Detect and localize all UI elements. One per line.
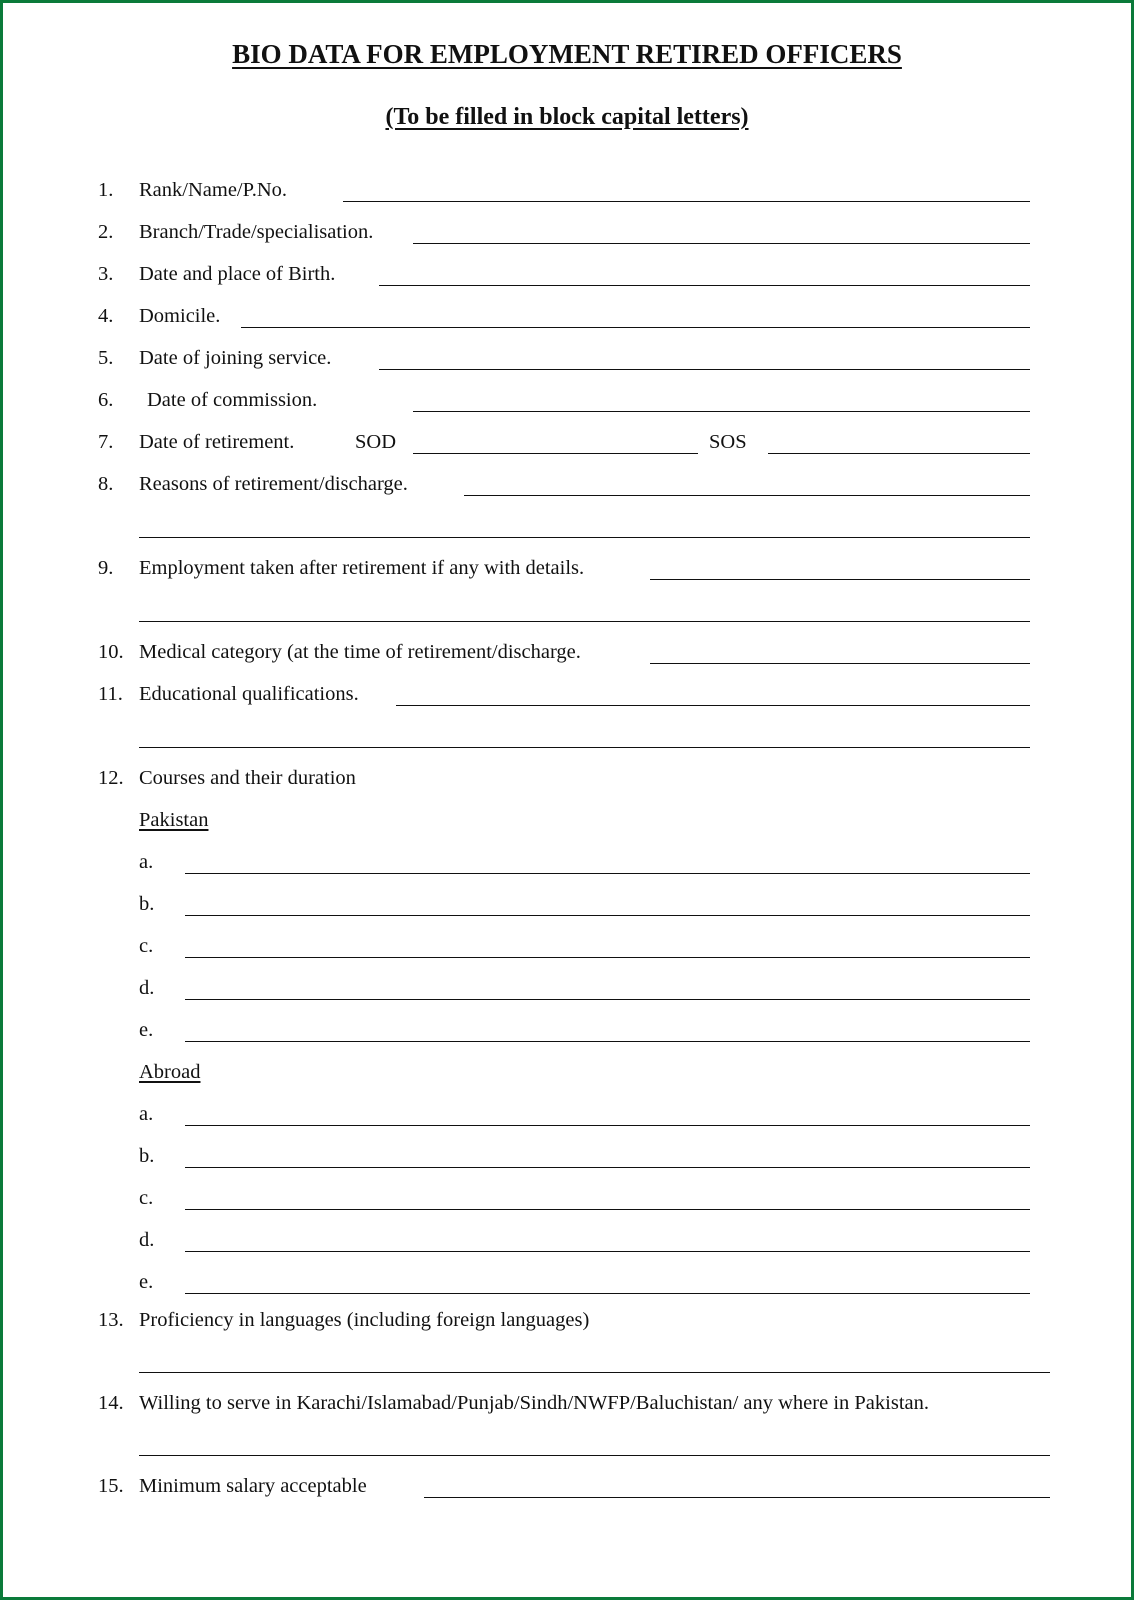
abroad-course-d-field[interactable] [185,1251,1030,1252]
sod-label: SOD [355,431,397,453]
course-letter: c. [139,1187,154,1209]
abroad-courses-heading: Abroad [139,1061,201,1083]
item-12-label: Courses and their duration [139,767,356,789]
item-4-number: 4. [98,305,114,327]
item-12-number: 12. [98,767,124,789]
item-3-number: 3. [98,263,114,285]
course-letter: b. [139,1145,155,1167]
item-15-label: Minimum salary acceptable [139,1475,367,1497]
item-3-label: Date and place of Birth. [139,263,336,285]
item-13-label: Proficiency in languages (including foreign languages) [139,1309,590,1331]
minimum-salary-field[interactable] [424,1497,1050,1498]
item-11-number: 11. [98,683,123,705]
item-15-number: 15. [98,1475,124,1497]
item-8-number: 8. [98,473,114,495]
post-retirement-employment-field[interactable] [650,579,1030,580]
item-5-number: 5. [98,347,114,369]
item-2-label: Branch/Trade/specialisation. [139,221,374,243]
joining-service-date-field[interactable] [379,369,1030,370]
item-5-label: Date of joining service. [139,347,332,369]
sos-field[interactable] [768,453,1030,454]
domicile-field[interactable] [241,327,1030,328]
item-10-label: Medical category (at the time of retirement/discharge. [139,641,581,663]
course-letter: e. [139,1271,154,1293]
sod-field[interactable] [413,453,698,454]
item-9-label: Employment taken after retirement if any with details. [139,557,585,579]
pakistan-course-e-field[interactable] [185,1041,1030,1042]
retirement-reason-field-line-2[interactable] [139,537,1030,538]
abroad-course-b-field[interactable] [185,1167,1030,1168]
pakistan-course-d-field[interactable] [185,999,1030,1000]
birth-date-place-field[interactable] [379,285,1030,286]
pakistan-course-c-field[interactable] [185,957,1030,958]
course-letter: d. [139,1229,155,1251]
retirement-reason-field[interactable] [464,495,1030,496]
educational-qualifications-field[interactable] [396,705,1030,706]
item-6-label: Date of commission. [147,389,318,411]
item-13-number: 13. [98,1309,124,1331]
item-14-label: Willing to serve in Karachi/Islamabad/Punjab/Sindh/NWFP/Baluchistan/ any where in Pakistan. [139,1392,929,1414]
item-14-number: 14. [98,1392,124,1414]
post-retirement-employment-field-line-2[interactable] [139,621,1030,622]
course-letter: c. [139,935,154,957]
educational-qualifications-field-line-2[interactable] [139,747,1030,748]
sos-label: SOS [709,431,747,453]
item-9-number: 9. [98,557,114,579]
course-letter: d. [139,977,155,999]
branch-trade-field[interactable] [413,243,1030,244]
item-6-number: 6. [98,389,114,411]
commission-date-field[interactable] [413,411,1030,412]
rank-name-pno-field[interactable] [343,201,1030,202]
course-letter: e. [139,1019,154,1041]
pakistan-course-b-field[interactable] [185,915,1030,916]
form-subtitle: (To be filled in block capital letters) [385,104,749,130]
item-7-number: 7. [98,431,114,453]
pakistan-courses-heading: Pakistan [139,809,209,831]
course-letter: a. [139,1103,154,1125]
abroad-course-e-field[interactable] [185,1293,1030,1294]
abroad-course-c-field[interactable] [185,1209,1030,1210]
item-1-label: Rank/Name/P.No. [139,179,288,201]
course-letter: a. [139,851,154,873]
item-7-label: Date of retirement. [139,431,295,453]
pakistan-course-a-field[interactable] [185,873,1030,874]
item-10-number: 10. [98,641,124,663]
course-letter: b. [139,893,155,915]
form-title: BIO DATA FOR EMPLOYMENT RETIRED OFFICERS [232,39,902,69]
item-4-label: Domicile. [139,305,221,327]
item-11-label: Educational qualifications. [139,683,359,705]
item-1-number: 1. [98,179,114,201]
medical-category-field[interactable] [650,663,1030,664]
item-8-label: Reasons of retirement/discharge. [139,473,408,495]
willing-to-serve-field[interactable] [139,1455,1050,1456]
item-2-number: 2. [98,221,114,243]
abroad-course-a-field[interactable] [185,1125,1030,1126]
language-proficiency-field[interactable] [139,1372,1050,1373]
